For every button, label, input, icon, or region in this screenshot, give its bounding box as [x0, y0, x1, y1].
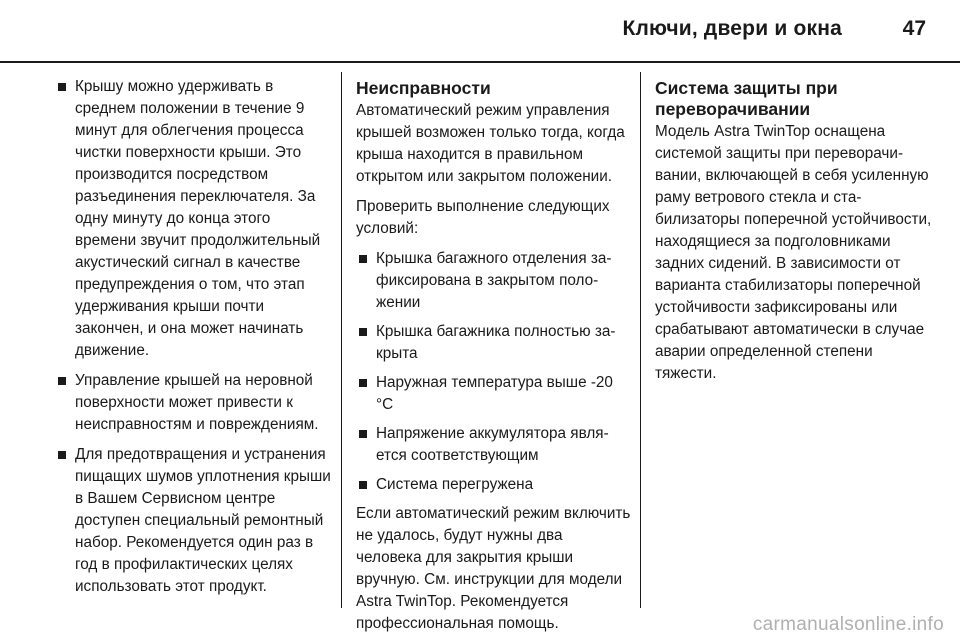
list-item: [356, 321, 632, 365]
bullet-icon: [359, 328, 367, 336]
conditions-intro: Проверить выполнение следующих условий:: [356, 198, 610, 237]
list-item-text: Система перегружена: [376, 476, 534, 493]
column-3: [655, 78, 935, 393]
bullet-icon: [58, 377, 66, 385]
watermark: carmanualsonline.info: [752, 614, 944, 635]
list-item: [55, 370, 331, 436]
list-item: [356, 474, 632, 496]
list-item-text: Крышу можно удерживать в среднем положении в течение 9 минут для облегчения процесса чистки поверхности крыши. Это производится посредством разъединения переключателя. За одну минуту до конца этого времени звучит продолжительный акустический сигнал в качестве предупреждения о том, что этап удерживания крыши почти закончен, и она может начинать движение.: [75, 78, 321, 359]
malfunctions-intro: Автоматический режим управления крышей возможен только тогда, когда крыша находится в правильном открытом или закрытом положении.: [356, 102, 625, 185]
conditions-list: [356, 248, 632, 496]
list-item-text: Крышка багажного отделения зафиксирована в закрытом положении: [376, 250, 612, 311]
list-item: [55, 76, 331, 362]
list-item: [356, 372, 632, 416]
list-item: [356, 423, 632, 467]
malfunctions-heading: Неисправности: [356, 78, 491, 98]
bullet-icon: [359, 481, 367, 489]
page-number: 47: [902, 17, 926, 40]
list-item-text: Для предотвращения и устранения пищащих шумов уплотнения крыши в Вашем Сервисном центре доступен специальный ремонтный набор. Рекомендуется один раз в год в профилактических целях использовать этот продукт.: [75, 446, 331, 595]
column-1: [55, 76, 331, 606]
bullet-icon: [359, 430, 367, 438]
header-divider: [0, 61, 960, 63]
list-item-text: Наружная температура выше -20 °C: [376, 374, 613, 413]
bullet-icon: [58, 83, 66, 91]
section-title: Ключи, двери и окна: [622, 17, 842, 40]
list-item: [356, 248, 632, 314]
bullet-icon: [359, 379, 367, 387]
page-header: [0, 0, 960, 62]
bullet-icon: [58, 451, 66, 459]
column-2: [356, 78, 632, 643]
column-divider: [341, 72, 342, 608]
rollover-protection-heading: Система защиты при переворачивании: [655, 78, 838, 119]
list-item-text: Управление крышей на неровной поверхности может привести к неисправностям и повреждениям.: [75, 372, 319, 433]
roof-notes-list: [55, 76, 331, 598]
rollover-protection-body: Модель Astra TwinTop оснащена системой защиты при переворачивании, включающей в себя усиленную раму ветрового стекла и стабилизаторы поперечной устойчивости, находящиеся за подголовниками задних сидений. В зависимости от варианта стабилизаторы поперечной устойчивости зафиксированы или срабатывают автоматически в случае аварии определенной степени тяжести.: [655, 123, 932, 382]
bullet-icon: [359, 255, 367, 263]
list-item-text: Напряжение аккумулятора является соответствующим: [376, 425, 609, 464]
column-divider: [640, 72, 641, 608]
list-item: [55, 444, 331, 598]
malfunctions-outro: Если автоматический режим включить не удалось, будут нужны два человека для закрытия крыши вручную. См. инструкции для модели Astra TwinTop. Рекомендуется профессиональная помощь.: [356, 505, 631, 632]
list-item-text: Крышка багажника полностью закрыта: [376, 323, 616, 362]
